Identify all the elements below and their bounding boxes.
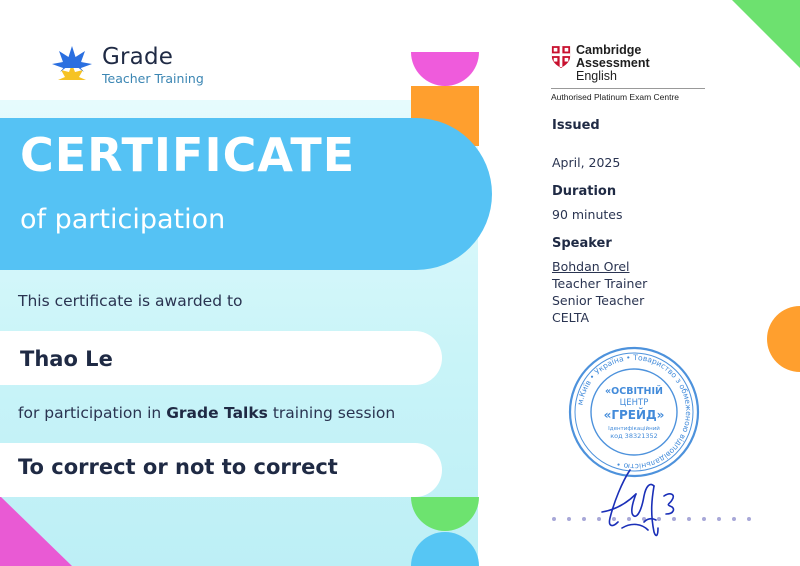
participation-text: [18, 404, 395, 422]
session-topic: To correct or not to correct: [18, 455, 338, 479]
pink-corner-triangle: [0, 496, 72, 566]
awarded-text: This certificate is awarded to: [18, 292, 243, 310]
dot: [552, 517, 556, 521]
event-name: Grade Talks: [166, 404, 268, 422]
stamp-ring-text: м.Київ • Україна • Товариство з обмеженою відповідальністю •: [575, 352, 694, 472]
dot: [582, 517, 586, 521]
dot: [717, 517, 721, 521]
grade-logo: [50, 44, 204, 88]
logo-subtitle: Teacher Training: [102, 71, 204, 87]
pink-half-circle: [411, 52, 479, 86]
speaker-title: Teacher Trainer: [552, 276, 648, 291]
stamp-code2: код 38321352: [610, 432, 658, 440]
speaker-title: Senior Teacher: [552, 293, 645, 308]
cambridge-divider: [551, 88, 705, 89]
duration-label: Duration: [552, 184, 617, 199]
dot: [732, 517, 736, 521]
issued-value: April, 2025: [552, 155, 621, 170]
dot: [567, 517, 571, 521]
cambridge-name-line1: Cambridge Assessment: [576, 43, 650, 70]
certificate-subtitle: of participation: [20, 204, 226, 235]
participation-suffix: training session: [267, 404, 396, 422]
stamp-line3: «ГРЕЙД»: [603, 408, 665, 422]
green-corner-triangle: [732, 0, 800, 68]
handwritten-signature: [592, 452, 702, 542]
cambridge-name: [576, 44, 705, 83]
cambridge-tagline: Authorised Platinum Exam Centre: [551, 92, 680, 102]
stamp-code1: Ідентифікаційний: [608, 426, 660, 432]
certificate-title: CERTIFICATE: [20, 128, 356, 182]
orange-circle: [767, 306, 800, 372]
speaker-name: Bohdan Orel: [552, 259, 630, 274]
dot: [702, 517, 706, 521]
stamp-line2: ЦЕНТР: [619, 398, 649, 408]
speaker-details: [552, 258, 647, 326]
cambridge-badge: [551, 44, 705, 102]
issued-label: Issued: [552, 118, 600, 133]
stamp-line1: «ОСВІТНІЙ: [605, 386, 663, 397]
speaker-title: CELTA: [552, 310, 590, 325]
cambridge-name-line2: English: [576, 69, 617, 83]
participation-prefix: for participation in: [18, 404, 167, 422]
speaker-label: Speaker: [552, 236, 612, 251]
logo-title: Grade: [102, 44, 174, 71]
recipient-name: Thao Le: [20, 347, 113, 371]
dot: [747, 517, 751, 521]
grade-star-icon: [50, 44, 94, 88]
duration-value: 90 minutes: [552, 207, 623, 222]
cambridge-shield-icon: [551, 44, 571, 70]
